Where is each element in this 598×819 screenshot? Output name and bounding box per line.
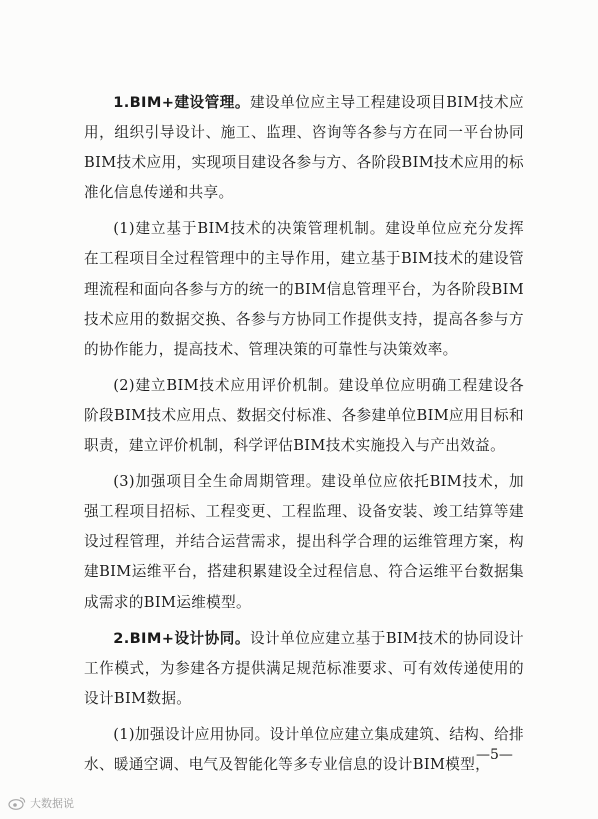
- section-heading: 2.BIM+设计协同。: [113, 629, 250, 647]
- paragraph-text: 设计单位应建立基于BIM技术的协同设计工作模式，为参建各方提供满足规范标准要求、可有效传递使用的设计BIM数据。: [84, 629, 524, 707]
- weibo-logo-icon: [8, 796, 26, 810]
- watermark: [8, 795, 74, 811]
- paragraph-text: 建设单位应主导工程建设项目BIM技术应用，组织引导设计、施工、监理、咨询等各参与方在同一平台协同BIM技术应用，实现项目建设各参与方、各阶段BIM技术应用的标准化信息传递和共享。: [84, 94, 524, 202]
- paragraph-bim-design-collaboration: [84, 624, 524, 714]
- paragraph-text: (2)建立BIM技术应用评价机制。建设单位应明确工程建设各阶段BIM技术应用点、数据交付标准、各参建单位BIM应用目标和职责，建立评价机制，科学评估BIM技术实施投入与产出效益。: [84, 376, 524, 455]
- paragraph-bim-construction-management: [84, 88, 524, 208]
- paragraph-lifecycle-management: [84, 467, 524, 617]
- paragraph-text: (1)建立基于BIM技术的决策管理机制。建设单位应充分发挥在工程项目全过程管理中的主导作用，建立基于BIM技术的建设管理流程和面向各参与方的统一的BIM信息管理平台，为各阶段BIM技术应用的数据交换、各参与方协同工作提供支持，提高各参与方的协作能力，提高技术、管理决策的可靠性与决策效率。: [84, 220, 524, 358]
- paragraph-text: (1)加强设计应用协同。设计单位应建立集成建筑、结构、给排水、暖通空调、电气及智能化等多专业信息的设计BIM模型，: [84, 725, 524, 773]
- paragraph-text: (3)加强项目全生命周期管理。建设单位应依托BIM技术，加强工程项目招标、工程变更、工程监理、设备安装、竣工结算等建设过程管理，并结合运营需求，提出科学合理的运维管理方案，构建BIM运维平台，搭建积累建设全过程信息、符合运维平台数据集成需求的BIM运维模型。: [84, 473, 524, 611]
- paragraph-evaluation-mechanism: [84, 371, 524, 461]
- paragraph-design-coordination: [84, 720, 524, 780]
- watermark-text: 大数据说: [30, 797, 74, 810]
- page-number: —5—: [476, 747, 513, 763]
- section-heading: 1.BIM+建设管理。: [113, 94, 250, 111]
- paragraph-decision-mechanism: [84, 214, 524, 364]
- document-body: [84, 88, 524, 780]
